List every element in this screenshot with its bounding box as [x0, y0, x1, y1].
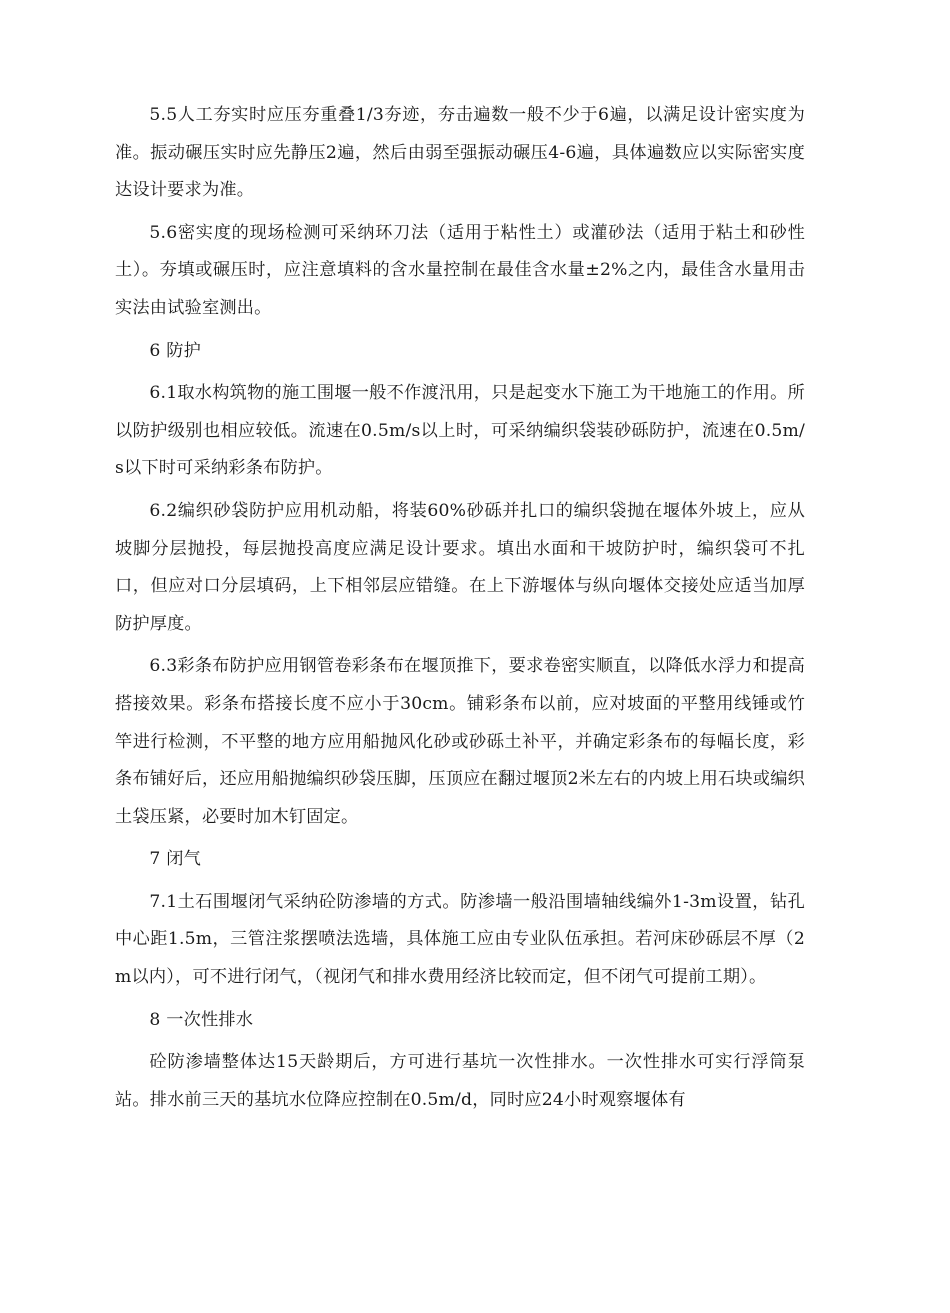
paragraph-5-5: 5.5人工夯实时应压夯重叠1/3夯迹，夯击遍数一般不少于6遍，以满足设计密实度为准。振动碾压实时应先静压2遍，然后由弱至强振动碾压4-6遍，具体遍数应以实际密实度达设计要求为准。: [115, 105, 805, 201]
paragraph-7-1: 7.1土石围堰闭气采纳砼防渗墙的方式。防渗墙一般沿围墙轴线编外1-3m设置，钻孔中心距1.5m，三管注浆摆喷法选墙，具体施工应由专业队伍承担。若河床砂砾层不厚（2m以内），可不进行闭气，（视闭气和排水费用经济比较而定，但不闭气可提前工期）。: [115, 891, 805, 988]
section-heading-6: 6 防护: [149, 340, 201, 361]
paragraph-5-6: 5.6密实度的现场检测可采纳环刀法（适用于粘性土）或灌砂法（适用于粘土和砂性土）。夯填或碾压时，应注意填料的含水量控制在最佳含水量±2%之内，最佳含水量用击实法由试验室测出。: [115, 222, 805, 318]
section-heading-8: 8 一次性排水: [149, 1009, 254, 1030]
paragraph-6-2: 6.2编织砂袋防护应用机动船，将装60%砂砾并扎口的编织袋抛在堰体外坡上，应从坡脚分层抛投，每层抛投高度应满足设计要求。填出水面和干坡防护时，编织袋可不扎口，但应对口分层填码，上下相邻层应错缝。在上下游堰体与纵向堰体交接处应适当加厚防护厚度。: [115, 500, 805, 634]
section-heading-7: 7 闭气: [149, 849, 201, 870]
paragraph-8: 砼防渗墙整体达15天龄期后，方可进行基坑一次性排水。一次性排水可实行浮筒泵站。排水前三天的基坑水位降应控制在0.5m/d，同时应24小时观察堰体有: [115, 1052, 805, 1110]
document-body: [115, 97, 805, 1124]
paragraph-6-1: 6.1取水构筑物的施工围堰一般不作渡汛用，只是起变水下施工为干地施工的作用。所以防护级别也相应较低。流速在0.5m/s以上时，可采纳编织袋装砂砾防护，流速在0.5m/s以下时可采纳彩条布防护。: [115, 383, 805, 479]
paragraph-6-3: 6.3彩条布防护应用钢管卷彩条布在堰顶推下，要求卷密实顺直，以降低水浮力和提高搭接效果。彩条布搭接长度不应小于30cm。铺彩条布以前，应对坡面的平整用线锤或竹竿进行检测，不平整的地方应用船抛风化砂或砂砾土补平，并确定彩条布的每幅长度，彩条布铺好后，还应用船抛编织砂袋压脚，压顶应在翻过堰顶2米左右的内坡上用石块或编织土袋压紧，必要时加木钉固定。: [115, 656, 805, 827]
